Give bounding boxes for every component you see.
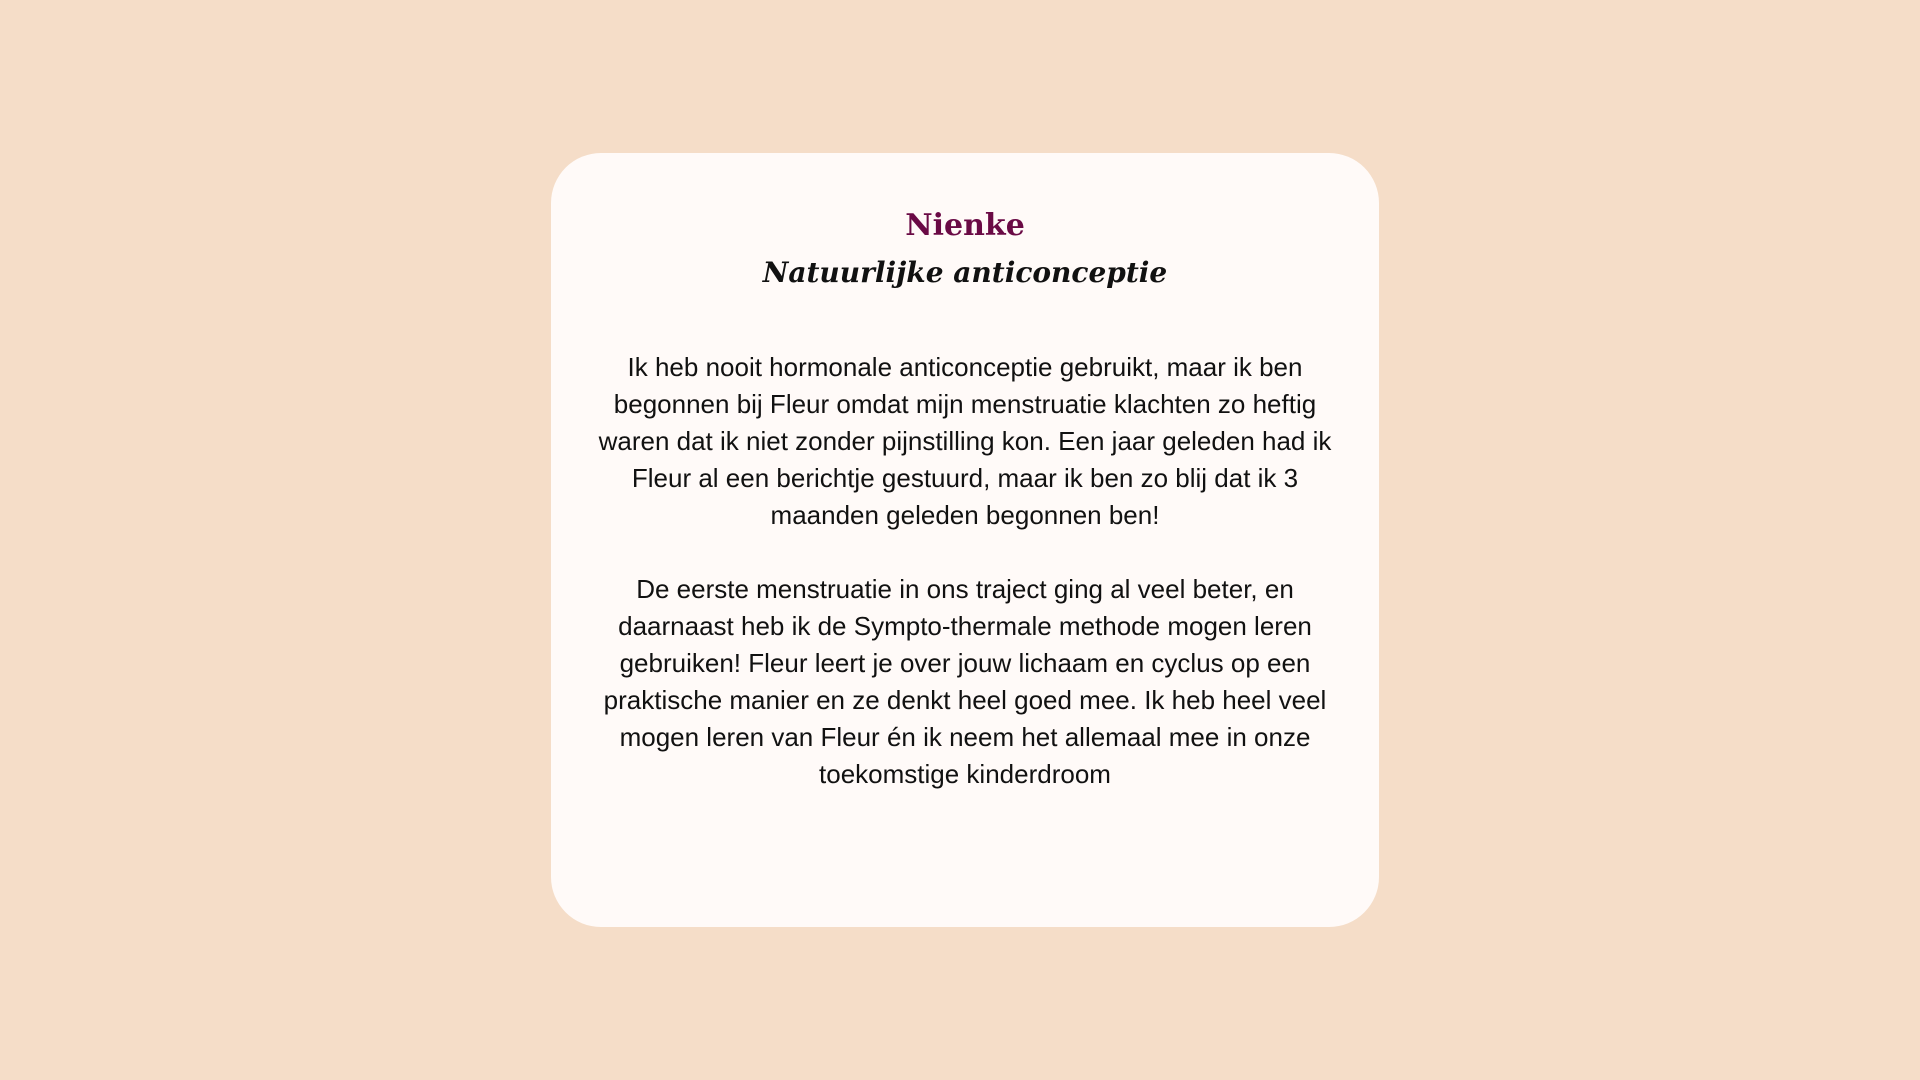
testimonial-card — [551, 153, 1379, 927]
testimonial-name: Nienke — [905, 208, 1025, 243]
testimonial-paragraph-2: De eerste menstruatie in ons traject ging al veel beter, en daarnaast heb ik de Sympto-thermale methode mogen leren gebruiken! Fleur leert je over jouw lichaam en cyclus op een praktische manier en ze denkt heel goed mee. Ik heb heel veel mogen leren van Fleur én ik neem het allemaal mee in onze toekomstige kinderdroom — [603, 574, 1327, 789]
testimonial-subtitle: Natuurlijke anticonceptie — [762, 256, 1168, 289]
testimonial-paragraph-1: Ik heb nooit hormonale anticonceptie gebruikt, maar ik ben begonnen bij Fleur omdat mijn menstruatie klachten zo heftig waren dat ik niet zonder pijnstilling kon. Een jaar geleden had ik Fleur al een berichtje gestuurd, maar ik ben zo blij dat ik 3 maanden geleden begonnen ben! — [598, 352, 1332, 530]
